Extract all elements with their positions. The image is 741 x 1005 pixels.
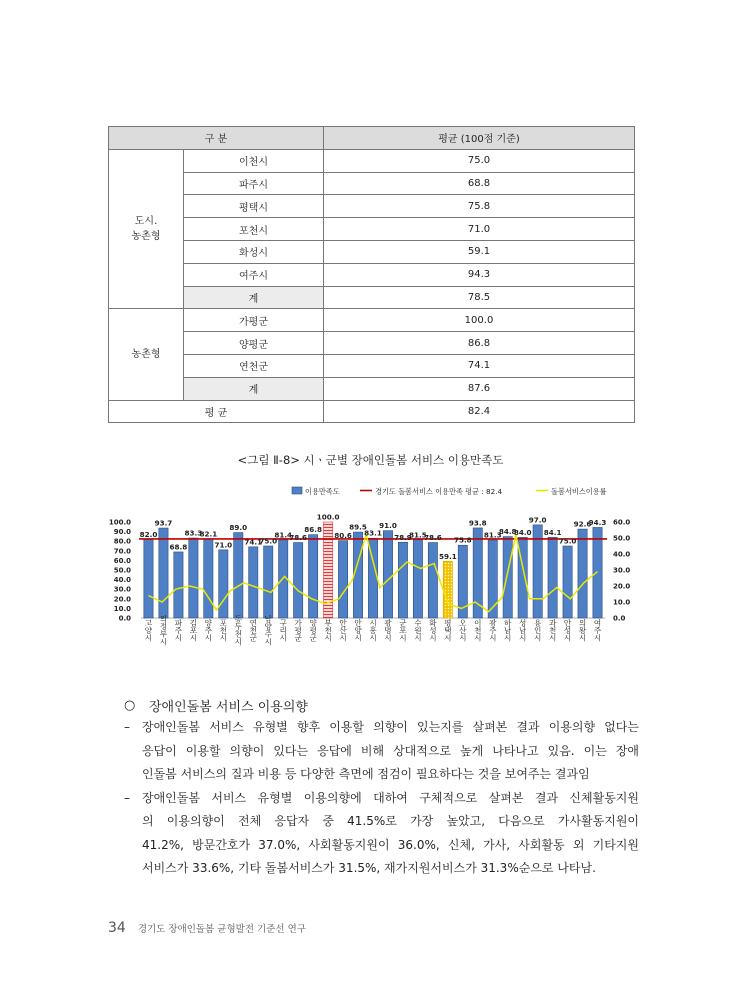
y-left-tick: 0.0	[118, 614, 131, 623]
section-heading-text: 장애인돌봄 서비스 이용의향	[149, 699, 308, 715]
x-tick-label: 평택시	[443, 618, 453, 642]
group-label-text: 도시. 농촌형	[131, 216, 161, 243]
bar-label: 91.0	[379, 521, 397, 531]
bar-여주시	[593, 527, 602, 618]
region-name: 양평군	[184, 332, 324, 355]
bar-label: 100.0	[316, 512, 340, 522]
bar-label: 86.8	[304, 525, 322, 535]
bar-label: 75.8	[453, 535, 472, 545]
bar-의정부시	[159, 528, 168, 618]
bar-의왕시	[578, 529, 587, 618]
bar-양평군	[308, 535, 317, 618]
bar-label: 81.4	[274, 530, 293, 540]
paragraph-line	[124, 834, 639, 858]
x-tick-label: 남양주시	[263, 614, 273, 646]
dash-bullet	[124, 834, 142, 858]
paragraph-text: 장애인돌봄 서비스 유형별 이용의향에 대하여 구체적으로 살펴본 결과 신체활동지원	[142, 790, 639, 805]
bar-label: 75.0	[558, 536, 577, 546]
dash-bullet: –	[124, 720, 130, 734]
bar-동두천시	[234, 533, 243, 618]
bar-안성시	[563, 546, 572, 618]
paragraph-text: 서비스가 33.6%, 기타 돌봄서비스가 31.5%, 재가지원서비스가 31.3%순으로 나타남.	[142, 861, 596, 875]
table-row	[109, 240, 635, 263]
bar-label: 89.0	[229, 523, 248, 533]
bar-고양시	[144, 539, 153, 618]
bar-label: 83.3	[184, 528, 203, 538]
page-number: 34	[108, 920, 126, 936]
table-header-row	[109, 127, 635, 150]
x-tick-label: 과천시	[548, 618, 558, 642]
chart-legend	[292, 487, 607, 496]
x-tick-label: 안산시	[338, 618, 348, 642]
x-tick-label: 의정부시	[158, 614, 168, 646]
bar-양주시	[204, 539, 213, 618]
bar-label: 82.1	[199, 529, 218, 539]
region-value: 59.1	[324, 240, 635, 263]
table-row	[109, 149, 635, 172]
bar-label: 84.0	[513, 527, 532, 537]
x-tick-label: 광명시	[383, 618, 393, 642]
bar-군포시	[398, 542, 407, 618]
bar-label: 78.6	[289, 533, 308, 543]
x-tick-label: 화성시	[428, 618, 438, 642]
bar-label: 83.1	[364, 528, 382, 538]
header-average: 평균 (100점 기준)	[324, 127, 635, 150]
dash-bullet	[124, 810, 142, 834]
x-tick-label: 부천시	[323, 618, 333, 642]
legend-label: 돌봄서비스이용률	[551, 487, 607, 496]
region-value: 86.8	[324, 332, 635, 355]
region-value: 78.5	[324, 286, 635, 309]
region-name: 포천시	[184, 218, 324, 241]
paragraph-line	[124, 857, 639, 881]
x-tick-label: 김포시	[188, 618, 198, 642]
y-right-tick: 0.0	[613, 614, 626, 623]
satisfaction-table	[108, 126, 635, 423]
dash-bullet	[124, 763, 142, 787]
bar-광명시	[383, 531, 392, 618]
dash-bullet	[124, 857, 142, 881]
region-value: 71.0	[324, 218, 635, 241]
y-left-tick: 20.0	[113, 595, 131, 604]
page-footer	[108, 920, 306, 936]
bar-label: 59.1	[438, 551, 457, 561]
bar-안산시	[338, 541, 347, 618]
section-heading	[124, 694, 639, 716]
bar-label: 68.8	[169, 542, 188, 552]
paragraph-line	[124, 763, 639, 787]
y-left-tick: 30.0	[113, 585, 131, 594]
paragraph-line	[124, 787, 639, 811]
bar-label: 81.3	[483, 530, 502, 540]
paragraph-line	[124, 716, 639, 740]
x-tick-label: 이천시	[473, 618, 483, 642]
table-row	[109, 332, 635, 355]
region-name: 화성시	[184, 240, 324, 263]
region-value: 68.8	[324, 172, 635, 195]
figure-caption: <그림 Ⅱ-8> 시ㆍ군별 장애인돌봄 서비스 이용만족도	[237, 453, 504, 467]
x-tick-label: 동두천시	[233, 614, 243, 646]
x-tick-label: 안양시	[353, 618, 363, 642]
paragraph-line	[124, 740, 639, 764]
x-tick-label: 여주시	[593, 618, 603, 642]
group-label	[109, 309, 184, 400]
x-tick-label: 가평군	[293, 618, 303, 642]
bar-하남시	[503, 537, 512, 618]
bar-가평군	[294, 543, 303, 618]
paragraph-text: 인돌봄 서비스의 질과 비용 등 다양한 측면에 점검이 필요하다는 것을 보여주는 결과임	[142, 767, 590, 781]
x-tick-label: 오산시	[458, 618, 468, 642]
table-row	[109, 354, 635, 377]
legend-bar-swatch	[292, 487, 302, 494]
x-tick-label: 광주시	[488, 618, 498, 642]
y-left-tick: 80.0	[113, 537, 131, 546]
footer-title: 경기도 장애인돌봄 균형발전 기준선 연구	[137, 924, 306, 935]
region-name: 파주시	[184, 172, 324, 195]
bar-label: 78.6	[424, 533, 442, 543]
y-left-tick: 100.0	[108, 518, 131, 527]
region-name: 계	[184, 286, 324, 309]
table-row	[109, 377, 635, 400]
bar-안양시	[353, 532, 362, 618]
region-name: 평택시	[184, 195, 324, 218]
paragraph-text: 의 이용의향이 전체 응답자 중 41.5%로 가장 높았고, 다음으로 가사활동지원이	[142, 814, 639, 828]
table-row	[109, 218, 635, 241]
bar-label: 92.6	[573, 519, 592, 529]
bar-label: 84.1	[543, 527, 562, 537]
x-tick-label: 파주시	[173, 618, 183, 642]
y-left-tick: 50.0	[113, 566, 131, 575]
region-name: 이천시	[184, 149, 324, 172]
region-name: 연천군	[184, 354, 324, 377]
bar-수원시	[413, 540, 422, 618]
table-row	[109, 195, 635, 218]
region-value: 74.1	[324, 354, 635, 377]
bar-파주시	[174, 552, 183, 618]
bar-김포시	[189, 538, 198, 618]
y-left-tick: 60.0	[113, 556, 131, 565]
x-tick-label: 양주시	[203, 618, 213, 642]
bar-label: 74.1	[244, 537, 263, 547]
region-value: 94.3	[324, 263, 635, 286]
bar-label: 84.8	[498, 527, 517, 537]
region-value: 100.0	[324, 309, 635, 332]
y-right-tick: 10.0	[613, 598, 631, 607]
table-row	[109, 286, 635, 309]
bar-남양주시	[264, 546, 273, 618]
x-tick-label: 성남시	[518, 618, 528, 642]
group-label-text: 농촌형	[131, 348, 161, 360]
x-tick-label: 구리시	[278, 618, 288, 642]
bar-label: 75.0	[259, 536, 278, 546]
region-value: 75.8	[324, 195, 635, 218]
region-value: 87.6	[324, 377, 635, 400]
bar-label: 93.7	[154, 518, 173, 528]
legend-label: 이용만족도	[305, 487, 340, 496]
x-tick-label: 의왕시	[578, 618, 588, 642]
bar-포천시	[219, 550, 228, 618]
y-left-tick: 10.0	[113, 604, 131, 613]
group-label	[109, 149, 184, 309]
table-row	[109, 172, 635, 195]
bar-label: 78.9	[394, 532, 412, 542]
footer-value: 82.4	[324, 400, 635, 423]
dash-bullet: –	[124, 790, 130, 805]
legend-label: 경기도 돌봄서비스 이용만족 평균 : 82.4	[375, 487, 503, 496]
bar-label: 81.5	[409, 530, 427, 540]
x-tick-label: 양평군	[308, 618, 318, 642]
bar-label: 89.5	[349, 522, 367, 532]
region-name: 계	[184, 377, 324, 400]
y-left-tick: 70.0	[113, 547, 131, 556]
satisfaction-chart	[108, 478, 635, 658]
bar-label: 93.8	[468, 518, 487, 528]
x-tick-label: 안성시	[563, 618, 573, 642]
y-right-tick: 30.0	[613, 566, 631, 575]
body-section	[124, 694, 639, 881]
table-row	[109, 309, 635, 332]
header-category: 구 분	[109, 127, 324, 150]
bar-label: 71.0	[214, 540, 233, 550]
y-right-tick: 50.0	[613, 534, 631, 543]
bar-label: 97.0	[528, 515, 547, 525]
bar-label: 94.3	[588, 517, 607, 527]
bar-과천시	[548, 537, 557, 618]
x-tick-label: 연천군	[248, 618, 258, 642]
region-value: 75.0	[324, 149, 635, 172]
table-footer-row	[109, 400, 635, 423]
region-name: 여주시	[184, 263, 324, 286]
x-tick-label: 용인시	[533, 618, 543, 642]
bar-화성시	[428, 543, 437, 618]
paragraph-text: 장애인돌봄 서비스 유형별 향후 이용할 의향이 있는지를 살펴본 결과 이용의향 없다는	[142, 720, 639, 734]
x-tick-label: 포천시	[218, 618, 228, 642]
x-tick-label: 하남시	[503, 618, 513, 642]
bar-label: 80.6	[334, 531, 352, 541]
circle-bullet-icon: ○	[124, 697, 136, 713]
x-tick-label: 시흥시	[368, 618, 378, 642]
x-tick-label: 수원시	[413, 618, 423, 642]
x-tick-label: 군포시	[398, 618, 408, 642]
bar-label: 82.0	[139, 529, 158, 539]
y-right-tick: 20.0	[613, 582, 631, 591]
bar-연천군	[249, 547, 258, 618]
x-tick-label: 고양시	[143, 618, 153, 642]
paragraph-text: 41.2%, 방문간호가 37.0%, 사회활동지원이 36.0%, 신체, 가사, 사회활동 외 기타지원	[142, 837, 639, 852]
bar-평택시	[443, 561, 452, 618]
region-name: 가평군	[184, 309, 324, 332]
y-left-tick: 40.0	[113, 576, 131, 585]
y-right-tick: 40.0	[613, 550, 631, 559]
table-row	[109, 263, 635, 286]
footer-label: 평 균	[109, 400, 324, 423]
paragraph-text: 응답이 이용할 의향이 있다는 응답에 비해 상대적으로 높게 나타나고 있음. 이는 장애	[142, 743, 639, 758]
dash-bullet	[124, 740, 142, 764]
y-left-tick: 90.0	[113, 528, 131, 537]
paragraph-line	[124, 810, 639, 834]
y-right-tick: 60.0	[613, 518, 631, 527]
